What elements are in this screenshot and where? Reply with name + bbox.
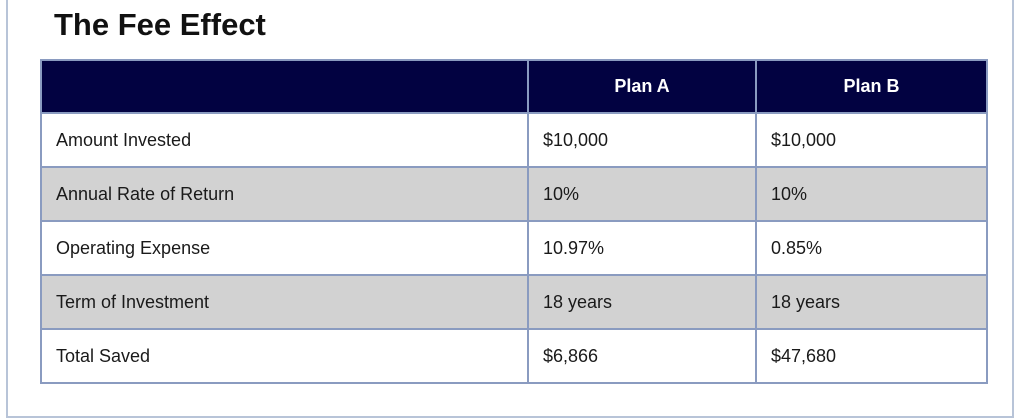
plan-b-value: 10% bbox=[756, 167, 987, 221]
table-row bbox=[41, 329, 987, 383]
fee-comparison-table bbox=[40, 59, 988, 384]
plan-a-value: 10% bbox=[528, 167, 756, 221]
plan-b-value: $47,680 bbox=[756, 329, 987, 383]
plan-b-value: $10,000 bbox=[756, 113, 987, 167]
plan-b-value: 18 years bbox=[756, 275, 987, 329]
header-cell-label bbox=[41, 60, 528, 113]
header-cell-plan-b: Plan B bbox=[756, 60, 987, 113]
page-title: The Fee Effect bbox=[54, 7, 266, 42]
plan-a-value: 10.97% bbox=[528, 221, 756, 275]
plan-a-value: $10,000 bbox=[528, 113, 756, 167]
header-cell-plan-a: Plan A bbox=[528, 60, 756, 113]
plan-a-value: $6,866 bbox=[528, 329, 756, 383]
table-header-row bbox=[41, 60, 987, 113]
table-row bbox=[41, 221, 987, 275]
row-label: Total Saved bbox=[41, 329, 528, 383]
table-row bbox=[41, 167, 987, 221]
row-label: Term of Investment bbox=[41, 275, 528, 329]
plan-a-value: 18 years bbox=[528, 275, 756, 329]
table-row bbox=[41, 113, 987, 167]
row-label: Annual Rate of Return bbox=[41, 167, 528, 221]
plan-b-value: 0.85% bbox=[756, 221, 987, 275]
table-row bbox=[41, 275, 987, 329]
row-label: Operating Expense bbox=[41, 221, 528, 275]
row-label: Amount Invested bbox=[41, 113, 528, 167]
